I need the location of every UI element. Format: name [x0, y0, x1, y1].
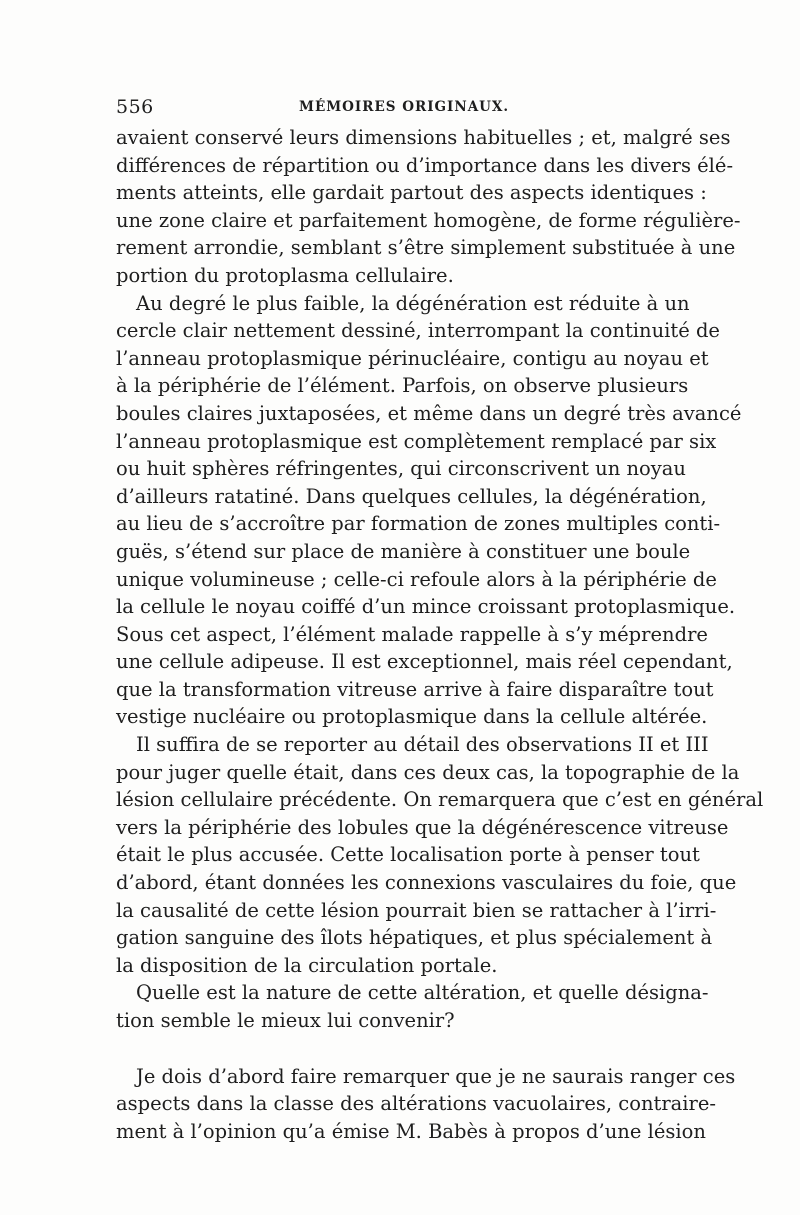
text-line: était le plus accusée. Cette localisation porte à penser tout [116, 843, 700, 867]
paragraph-4 [116, 979, 709, 1034]
text-line: différences de répartition ou d’importance dans les divers élé- [116, 153, 734, 177]
page-header [116, 96, 686, 120]
text-line: lésion cellulaire précédente. On remarquera que c’est en général [116, 788, 764, 812]
text-line: la disposition de la circulation portale. [116, 953, 498, 977]
text-line: Il suffira de se reporter au détail des observations II et III [136, 733, 709, 757]
text-line: la cellule le noyau coiffé d’un mince croissant protoplasmique. [116, 595, 736, 619]
text-line: boules claires juxtaposées, et même dans un degré très avancé [116, 401, 742, 425]
text-line: vestige nucléaire ou protoplasmique dans la cellule altérée. [116, 705, 708, 729]
text-line: rement arrondie, semblant s’être simplement substituée à une [116, 236, 736, 260]
text-line: vers la périphérie des lobules que la dégénérescence vitreuse [116, 815, 729, 839]
text-line: Quelle est la nature de cette altération, et quelle désigna- [136, 981, 709, 1005]
text-line: ou huit sphères réfringentes, qui circonscrivent un noyau [116, 457, 686, 481]
paragraph-3 [116, 731, 764, 979]
text-line: la causalité de cette lésion pourrait bien se rattacher à l’irri- [116, 898, 717, 922]
text-line: une zone claire et parfaitement homogène, de forme régulière- [116, 208, 741, 232]
text-line: unique volumineuse ; celle-ci refoule alors à la périphérie de [116, 567, 717, 591]
text-line: une cellule adipeuse. Il est exceptionnel, mais réel cependant, [116, 650, 733, 674]
text-line: Sous cet aspect, l’élément malade rappelle à s’y méprendre [116, 622, 708, 646]
running-title: MÉMOIRES ORIGINAUX. [299, 99, 510, 115]
text-line: au lieu de s’accroître par formation de zones multiples conti- [116, 512, 721, 536]
text-line: l’anneau protoplasmique périnucléaire, contigu au noyau et [116, 346, 709, 370]
page-number: 556 [116, 96, 154, 118]
text-line: à la périphérie de l’élément. Parfois, on observe plusieurs [116, 374, 689, 398]
paragraph-5 [116, 1063, 736, 1146]
text-line: cercle clair nettement dessiné, interrompant la continuité de [116, 319, 720, 343]
text-line: guës, s’étend sur place de manière à constituer une boule [116, 539, 691, 563]
text-line: portion du protoplasma cellulaire. [116, 263, 454, 287]
body-text [116, 124, 764, 1145]
paragraph-1 [116, 124, 741, 290]
text-line: d’ailleurs ratatiné. Dans quelques cellules, la dégénération, [116, 484, 707, 508]
paragraph-gap [116, 1035, 686, 1063]
text-line: ments atteints, elle gardait partout des aspects identiques : [116, 181, 707, 205]
text-line: d’abord, étant données les connexions vasculaires du foie, que [116, 871, 737, 895]
text-line: ment à l’opinion qu’a émise M. Babès à propos d’une lésion [116, 1119, 706, 1143]
text-line: Au degré le plus faible, la dégénération est réduite à un [136, 291, 690, 315]
text-line: avaient conservé leurs dimensions habituelles ; et, malgré ses [116, 126, 731, 149]
text-line: pour juger quelle était, dans ces deux cas, la topographie de la [116, 760, 740, 784]
text-line: Je dois d’abord faire remarquer que je ne saurais ranger ces [136, 1064, 736, 1088]
text-line: que la transformation vitreuse arrive à faire disparaître tout [116, 677, 714, 701]
text-line: tion semble le mieux lui convenir? [116, 1009, 455, 1032]
text-line: gation sanguine des îlots hépatiques, et plus spécialement à [116, 926, 713, 950]
paragraph-2 [116, 290, 742, 732]
text-line: aspects dans la classe des altérations vacuolaires, contraire- [116, 1092, 716, 1116]
text-line: l’anneau protoplasmique est complètement remplacé par six [116, 429, 717, 453]
